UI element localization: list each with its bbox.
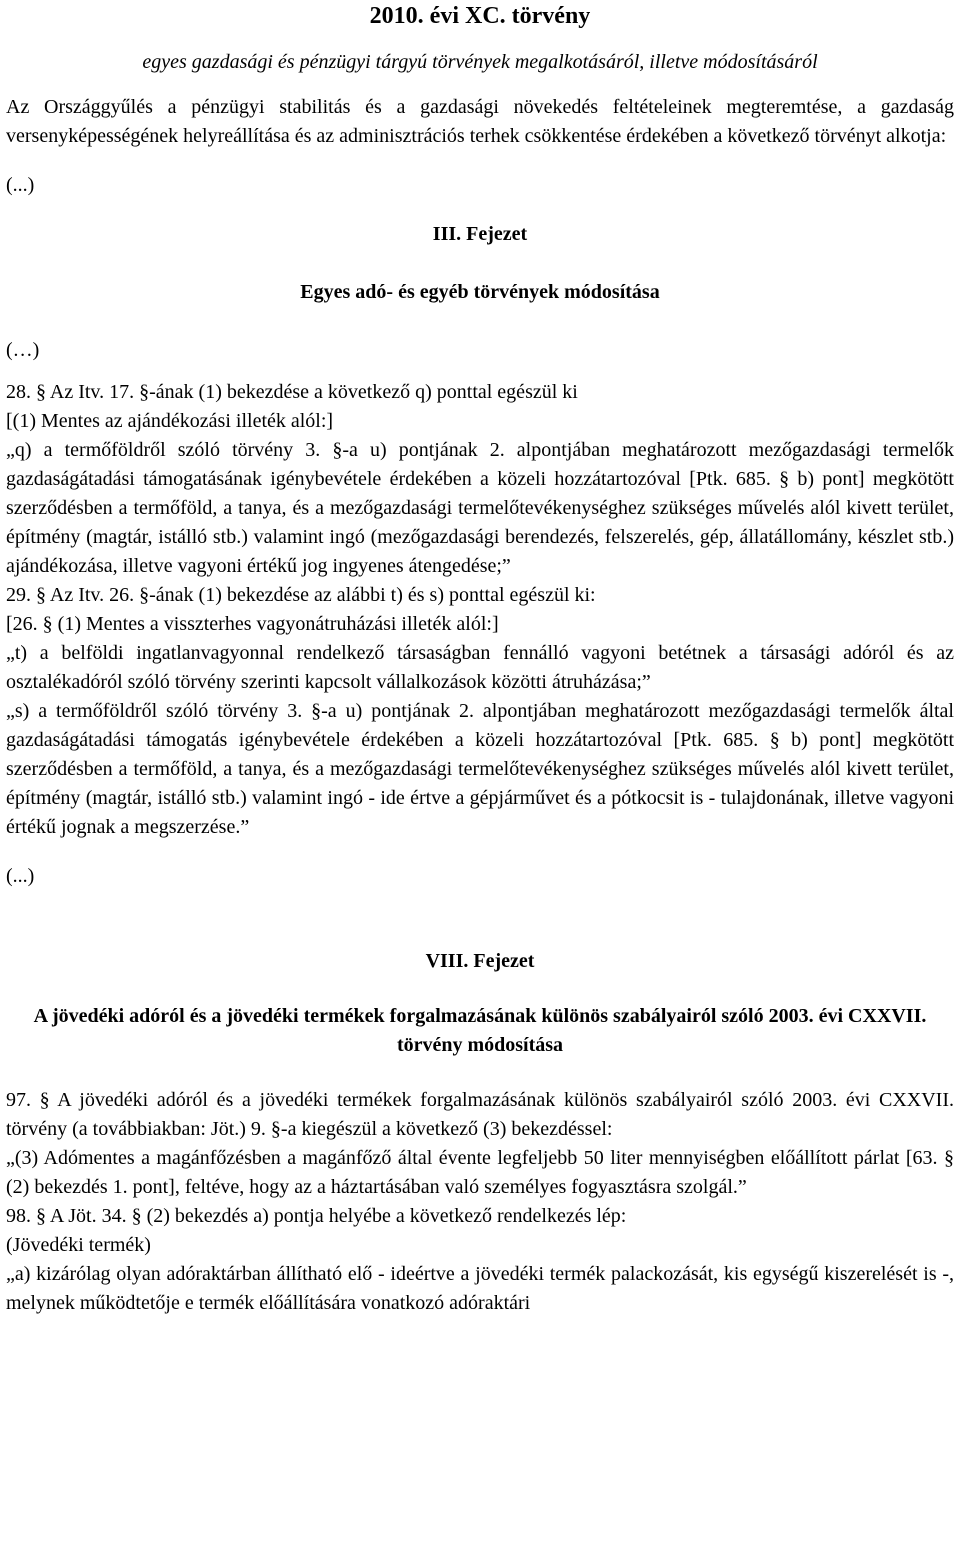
chapter-8-title: A jövedéki adóról és a jövedéki termékek forgalmazásának különös szabályairól szóló 2003. évi CXXVII. törvény módosítása bbox=[33, 1005, 927, 1056]
omission-marker: (...) bbox=[6, 174, 35, 196]
law-subtitle: egyes gazdasági és pénzügyi tárgyú törvények megalkotásáról, illetve módosításáról bbox=[142, 51, 818, 73]
section-29-point-s: „s) a termőföldről szóló törvény 3. §-a u) pontjának 2. alpontjában meghatározott mezőgazdasági termelők által gazdaságátadási támogatás igénybevétele érdekében a közeli hozzátartozóval [Ptk. 685. § b) pont] megkötött szerződésben a termőföld, a tanya, és a mezőgazdasági termelőtevékenységhez szükséges művelés alól kivett terület, építmény (magtár, istálló stb.) valamint ingó - ide értve a gépjárművet és a pótkocsit is - tulajdonának, illetve vagyoni értékű jognak a megszerzése.” bbox=[6, 700, 954, 838]
section-28-reference: [(1) Mentes az ajándékozási illeték alól:] bbox=[6, 410, 334, 432]
section-29-intro: 29. § Az Itv. 26. §-ának (1) bekezdése az alábbi t) és s) ponttal egészül ki: bbox=[6, 584, 596, 606]
section-98-point-a: „a) kizárólag olyan adóraktárban állítható elő - ideértve a jövedéki termék palackozását, kis egységű kiszerelését is -, melynek működtetője e termék előállítására vonatkozó adóraktári bbox=[6, 1263, 954, 1314]
section-28-intro: 28. § Az Itv. 17. §-ának (1) bekezdése a következő q) ponttal egészül ki bbox=[6, 381, 578, 403]
section-97-paragraph-3: „(3) Adómentes a magánfőzésben a magánfőző által évente legfeljebb 50 liter mennyiségben előállított párlat [63. § (2) bekezdés 1. pont], feltéve, hogy az a háztartásában való személyes fogyasztásra szolgál.” bbox=[6, 1147, 954, 1198]
chapter-8-number: VIII. Fejezet bbox=[425, 950, 535, 972]
chapter-3-title: Egyes adó- és egyéb törvények módosítása bbox=[300, 281, 660, 303]
chapter-3-number: III. Fejezet bbox=[432, 223, 528, 245]
section-97-intro: 97. § A jövedéki adóról és a jövedéki termékek forgalmazásának különös szabályairól szóló 2003. évi CXXVII. törvény (a továbbiakban: Jöt.) 9. §-a kiegészül a következő (3) bekezdéssel: bbox=[6, 1089, 954, 1140]
section-29-point-t: „t) a belföldi ingatlanvagyonnal rendelkező társaságban fennálló vagyoni betétnek a társasági adóról és az osztalékadóról szóló törvény szerinti kapcsolt vállalkozások közötti átruházása;” bbox=[6, 642, 954, 693]
omission-marker: (…) bbox=[6, 339, 40, 361]
law-title: 2010. évi XC. törvény bbox=[369, 3, 591, 29]
section-98-reference: (Jövedéki termék) bbox=[6, 1234, 151, 1256]
section-98-intro: 98. § A Jöt. 34. § (2) bekezdés a) pontja helyébe a következő rendelkezés lép: bbox=[6, 1205, 627, 1227]
section-28-point-q: „q) a termőföldről szóló törvény 3. §-a u) pontjának 2. alpontjában meghatározott mezőgazdasági termelők gazdaságátadási támogatásának igénybevétele érdekében a közeli hozzátartozóval [Ptk. 685. § b) pont] megkötött szerződésben a termőföld, a tanya, és a mezőgazdasági termelőtevékenységhez szükséges művelés alól kivett terület, építmény (magtár, istálló stb.) valamint ingó (mezőgazdasági berendezés, felszerelés, gép, állatállomány, készlet stb.) ajándékozása, illetve vagyoni értékű jog ingyenes átengedése;” bbox=[6, 439, 954, 577]
section-29-reference: [26. § (1) Mentes a visszterhes vagyonátruházási illeték alól:] bbox=[6, 613, 499, 635]
preamble: Az Országgyűlés a pénzügyi stabilitás és a gazdasági növekedés feltételeinek megteremtése, a gazdaság versenyképességének helyreállítása és az adminisztrációs terhek csökkentése érdekében a következő törvényt alkotja: bbox=[6, 96, 954, 147]
omission-marker: (...) bbox=[6, 865, 35, 887]
